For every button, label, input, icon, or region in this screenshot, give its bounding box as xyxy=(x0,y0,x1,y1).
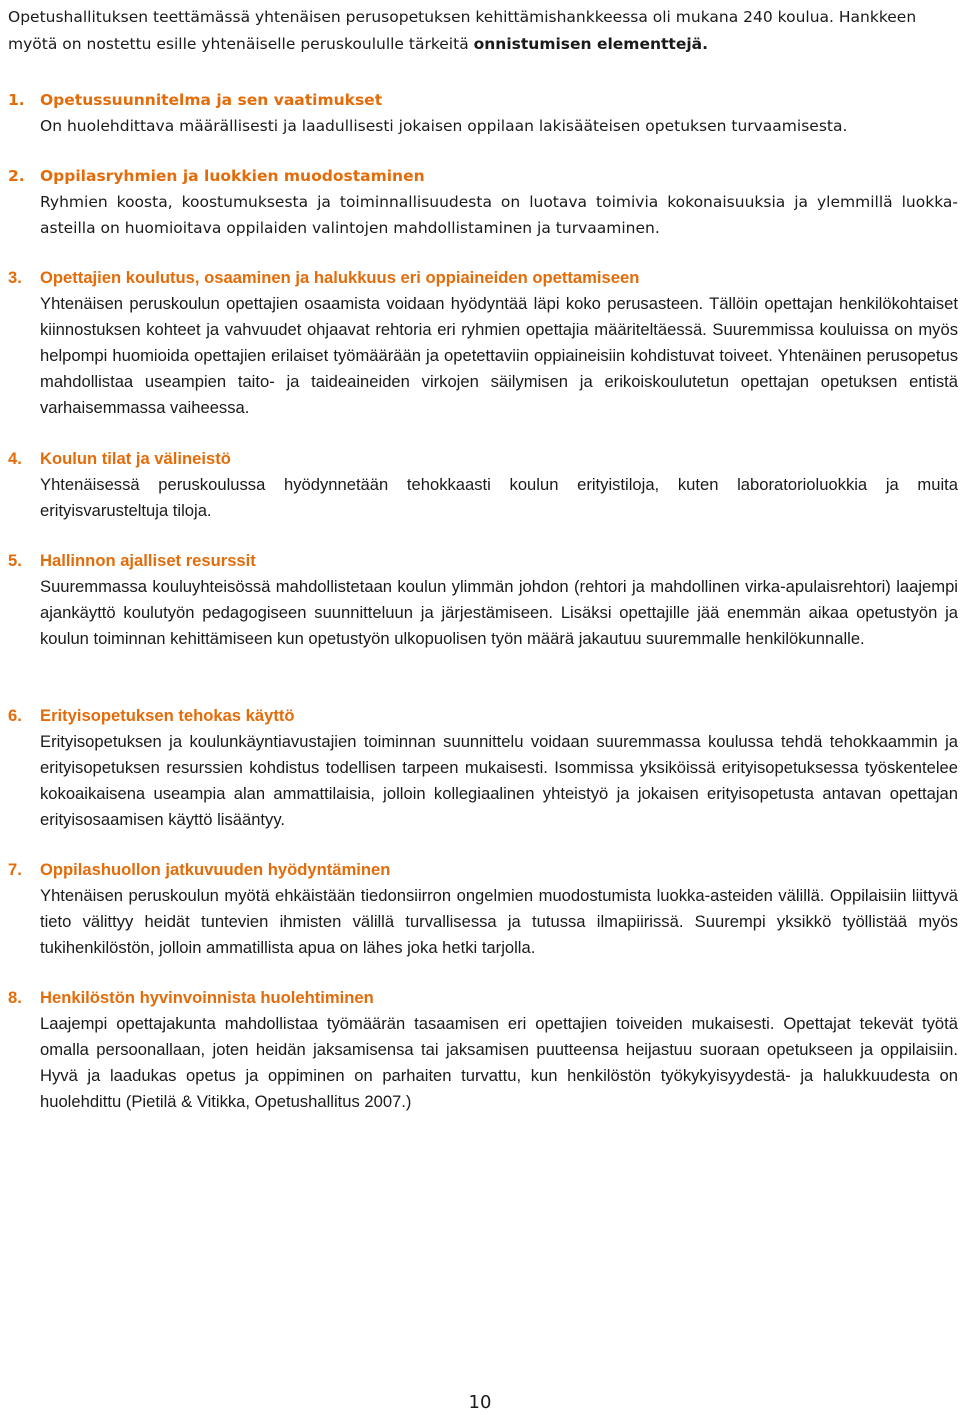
section-heading xyxy=(8,446,958,472)
section-heading xyxy=(8,548,958,574)
section-2 xyxy=(8,163,958,241)
section-5 xyxy=(8,548,958,652)
section-8 xyxy=(8,985,958,1115)
section-body: Yhtenäisen peruskoulun opettajien osaamista voidaan hyödyntää läpi koko perusasteen. Tällöin opettajan henkilökohtaiset kiinnostuksen kohteet ja vahvuudet ohjaavat rehtoria eri ryhmien opettajia määriteltäessä. Suuremmissa kouluissa on myös helpompi huomioida opettajien erilaiset työmäärään ja opetettaviin oppiaineisiin kohdistuvat toiveet. Yhtenäinen perusopetus mahdollistaa useampien taito- ja taideaineiden virkojen säilymisen ja erikoiskoulutetun opettajan opetuksen entistä varhaisemmassa vaiheessa. xyxy=(40,294,958,417)
section-heading xyxy=(8,703,958,729)
intro-highlight: onnistumisen elementtejä. xyxy=(473,35,708,53)
intro-text: Opetushallituksen teettämässä yhtenäisen perusopetuksen kehittämishankkeessa oli mukana 240 koulua. Hankkeen myötä on nostettu esille yhtenäiselle peruskoululle tärkeitä xyxy=(8,8,917,53)
section-body: Laajempi opettajakunta mahdollistaa työmäärän tasaamisen eri opettajien toiveiden mukaisesti. Opettajat tekevät työtä omalla persoonallaan, joten heidän jaksamisensa tai jaksamisen puutteensa heijastuu suoraan opetukseen ja oppilaisiin. Hyvä ja laadukas opetus ja oppiminen on parhaiten turvattu, kun henkilöstön työkykyisyydestä- ja halukkuudesta on huolehdittu (Pietilä & Vitikka, Opetushallitus 2007.) xyxy=(40,1014,958,1111)
section-body: Erityisopetuksen ja koulunkäyntiavustajien toiminnan suunnittelu voidaan suuremmassa koulussa tehdä tehokkaammin ja erityisopetuksen resurssien kohdistus todellisen tarpeen mukaisesti. Isommissa yksiköissä erityisopetuksessa työskentelee kokoaikaisena useampia alan ammattilaisia, jolloin kollegiaalinen yhteistyö ja jokaisen erityisopetusta antavan opettajan erityisosaamisen käyttö lisääntyy. xyxy=(40,732,958,829)
section-number: 2. xyxy=(8,167,25,185)
section-heading xyxy=(8,87,958,113)
page-number: 10 xyxy=(468,1392,492,1413)
section-title: Opetussuunnitelma ja sen vaatimukset xyxy=(40,91,383,109)
section-body: Ryhmien koosta, koostumuksesta ja toiminnallisuudesta on luotava toimivia kokonaisuuksia ja ylemmillä luokka-asteilla on huomioitava oppilaiden valintojen mahdollistaminen ja turvaaminen. xyxy=(40,193,958,237)
section-heading xyxy=(8,265,958,291)
section-body: Suuremmassa kouluyhteisössä mahdollistetaan koulun ylimmän johdon (rehtori ja mahdollinen virka-apulaisrehtori) laajempi ajankäyttö koulutyön pedagogiseen suunnitteluun ja järjestämiseen. Lisäksi opettajille jää enemmän aikaa opetustyön ja koulun toiminnan kehittämiseen kun opetustyön ulkopuolisen työn määrä jakautuu suuremmalle henkilökunnalle. xyxy=(40,577,958,648)
section-body: Yhtenäisen peruskoulun myötä ehkäistään tiedonsiirron ongelmien muodostumista luokka-asteiden välillä. Oppilaisiin liittyvä tieto välittyy heidät tuntevien ihmisten välillä turvallisessa ja tutussa ilmapiirissä. Suurempi yksikkö työllistää myös tukihenkilöstön, jolloin ammatillista apua on lähes joka hetki tarjolla. xyxy=(40,886,958,957)
section-heading xyxy=(8,857,958,883)
section-title: Oppilashuollon jatkuvuuden hyödyntäminen xyxy=(40,860,391,879)
section-1 xyxy=(8,87,958,139)
section-6 xyxy=(8,703,958,833)
section-number: 7. xyxy=(8,860,22,879)
section-number: 8. xyxy=(8,988,22,1007)
intro-paragraph xyxy=(8,4,953,58)
section-title: Hallinnon ajalliset resurssit xyxy=(40,551,256,570)
section-number: 1. xyxy=(8,91,25,109)
section-title: Koulun tilat ja välineistö xyxy=(40,449,231,468)
section-4 xyxy=(8,446,958,524)
section-heading xyxy=(8,985,958,1011)
section-number: 3. xyxy=(8,268,22,287)
section-7 xyxy=(8,857,958,961)
section-number: 4. xyxy=(8,449,22,468)
section-number: 6. xyxy=(8,706,22,725)
section-title: Erityisopetuksen tehokas käyttö xyxy=(40,706,295,725)
section-body: Yhtenäisessä peruskoulussa hyödynnetään tehokkaasti koulun erityistiloja, kuten laboratorioluokkia ja muita erityisvarusteltuja tiloja. xyxy=(40,475,958,520)
section-title: Oppilasryhmien ja luokkien muodostaminen xyxy=(40,167,425,185)
section-title: Opettajien koulutus, osaaminen ja halukkuus eri oppiaineiden opettamiseen xyxy=(40,268,640,287)
section-body: On huolehdittava määrällisesti ja laadullisesti jokaisen oppilaan lakisääteisen opetuksen turvaamisesta. xyxy=(40,117,848,135)
section-title: Henkilöstön hyvinvoinnista huolehtiminen xyxy=(40,988,374,1007)
section-3 xyxy=(8,265,958,421)
section-heading xyxy=(8,163,958,189)
section-number: 5. xyxy=(8,551,22,570)
